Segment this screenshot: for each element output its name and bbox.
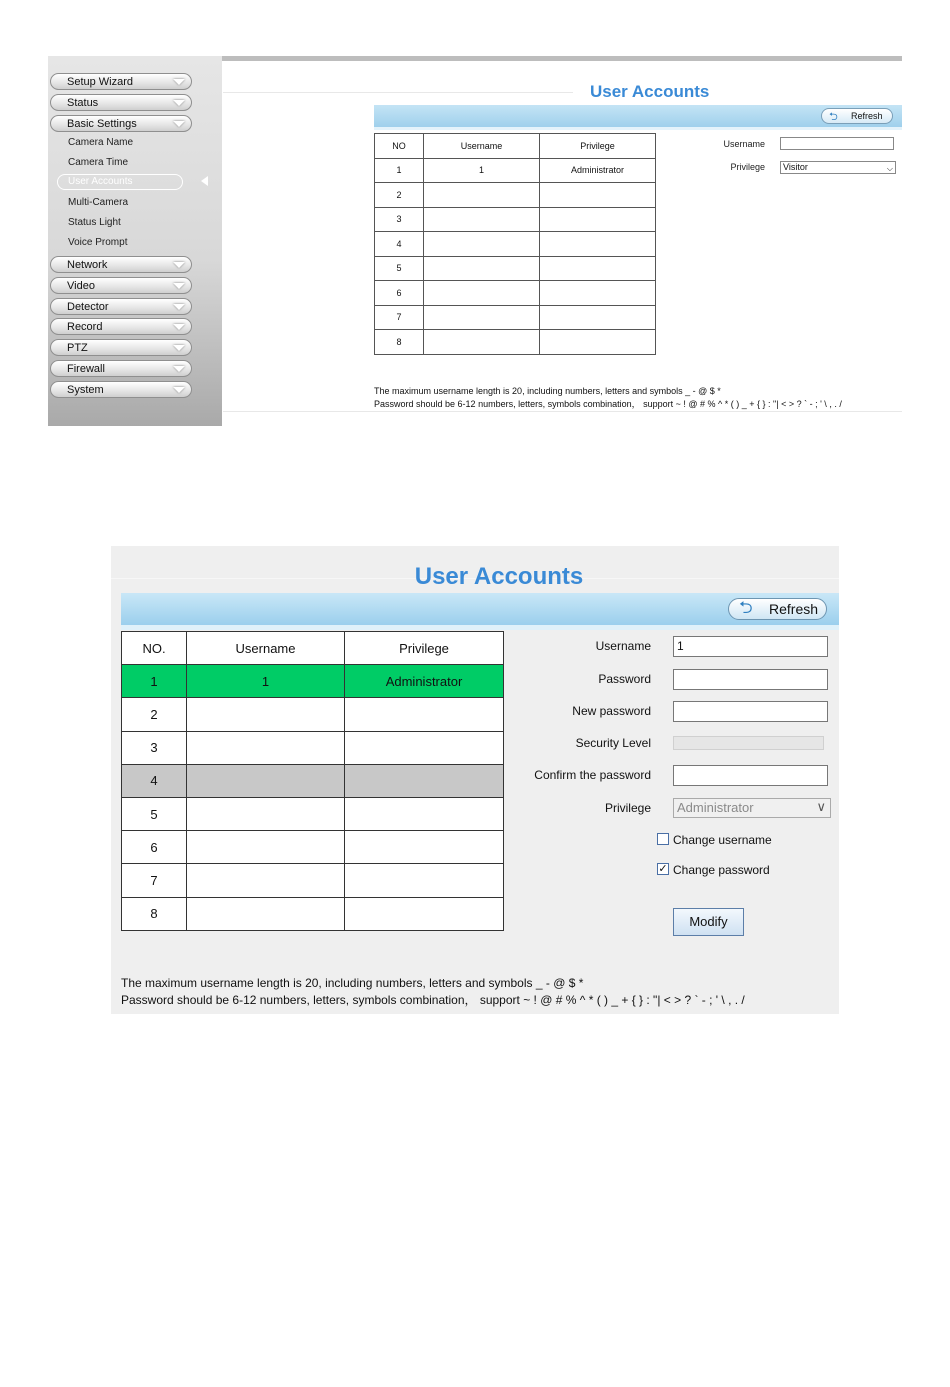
privilege-select-value: Administrator — [677, 800, 754, 815]
submenu-status-light[interactable]: Status Light — [68, 217, 121, 228]
cell-username — [187, 797, 345, 830]
refresh-button[interactable] — [728, 598, 827, 620]
cell-no: 1 — [375, 158, 424, 183]
security-level-meter — [673, 736, 824, 750]
chevron-down-icon — [173, 121, 185, 127]
privilege-select[interactable] — [673, 798, 831, 818]
cell-no: 4 — [375, 232, 424, 257]
table-header-row — [122, 632, 504, 665]
table-row[interactable] — [375, 305, 656, 330]
cell-no: 8 — [122, 897, 187, 930]
table-row[interactable] — [375, 158, 656, 183]
submenu-camera-name[interactable]: Camera Name — [68, 137, 134, 148]
table-row[interactable] — [122, 864, 504, 897]
menu-label: Video — [67, 280, 95, 292]
modify-button[interactable]: Modify — [673, 908, 744, 936]
submenu-camera-time[interactable]: Camera Time — [68, 157, 129, 168]
chevron-down-icon — [173, 262, 185, 268]
username-rule-note: The maximum username length is 20, including numbers, letters and symbols _ - @ $ * — [374, 386, 721, 396]
submenu-user-accounts[interactable]: User Accounts — [57, 174, 183, 190]
menu-label: Firewall — [67, 363, 105, 375]
table-row[interactable] — [375, 183, 656, 208]
table-row[interactable] — [375, 256, 656, 281]
cell-privilege — [540, 183, 656, 208]
cell-privilege: Administrator — [540, 158, 656, 183]
menu-label: Status — [67, 97, 99, 109]
cell-no: 4 — [122, 764, 187, 797]
cell-username: 1 — [187, 665, 345, 698]
header-username: Username — [187, 632, 345, 665]
cell-username — [187, 864, 345, 897]
header-no: NO. — [122, 632, 187, 665]
chevron-down-icon — [173, 387, 185, 393]
checkmark-icon: ✓ — [658, 863, 668, 875]
menu-setup-wizard[interactable] — [50, 73, 192, 90]
cell-no: 5 — [375, 256, 424, 281]
cell-no: 3 — [375, 207, 424, 232]
chevron-down-icon — [173, 79, 185, 85]
privilege-label: Privilege — [604, 801, 651, 815]
new-password-input[interactable] — [673, 701, 828, 722]
cell-username — [424, 256, 540, 281]
menu-status[interactable] — [50, 94, 192, 111]
confirm-password-input[interactable] — [673, 765, 828, 786]
title-divider — [223, 92, 573, 93]
cell-no: 6 — [375, 281, 424, 306]
cell-username — [424, 207, 540, 232]
cell-no: 7 — [122, 864, 187, 897]
toolbar-divider — [121, 625, 839, 630]
change-username-label: Change username — [673, 833, 772, 847]
cell-username — [187, 831, 345, 864]
password-label: Password — [598, 672, 651, 686]
change-username-checkbox[interactable] — [657, 833, 669, 845]
username-input[interactable] — [780, 137, 894, 150]
cell-privilege — [540, 305, 656, 330]
menu-video[interactable] — [50, 277, 192, 294]
change-password-checkbox[interactable] — [657, 863, 669, 875]
bottom-divider — [223, 411, 902, 412]
menu-firewall[interactable] — [50, 360, 192, 377]
cell-no: 7 — [375, 305, 424, 330]
menu-label: Network — [67, 259, 108, 271]
cell-username — [424, 232, 540, 257]
chevron-down-icon: ∨ — [816, 799, 826, 814]
table-row[interactable] — [122, 731, 504, 764]
cell-no: 2 — [122, 698, 187, 731]
cell-no: 2 — [375, 183, 424, 208]
cell-privilege — [345, 897, 504, 930]
refresh-icon: ⮌ — [829, 111, 838, 123]
chevron-down-icon — [173, 283, 185, 289]
table-row[interactable] — [122, 897, 504, 930]
menu-label: Record — [67, 321, 103, 333]
cell-privilege — [345, 831, 504, 864]
screenshot-1-camera-web-ui — [48, 56, 902, 426]
table-row[interactable] — [122, 831, 504, 864]
sidebar — [48, 56, 222, 426]
screenshot-2-user-accounts-edit — [111, 546, 839, 1014]
menu-detector[interactable] — [50, 298, 192, 315]
header-privilege: Privilege — [540, 134, 656, 159]
user-table — [374, 133, 656, 355]
refresh-label: Refresh — [851, 111, 883, 121]
password-rule-note: Password should be 6-12 numbers, letters, symbols combination， support ~ ! @ # % ^ * ( ) _ + { } : "| < > ? ` - ; ' \ , . / — [121, 993, 745, 1007]
chevron-down-icon: ⌵ — [886, 164, 893, 173]
new-password-label: New password — [572, 704, 651, 718]
user-table — [121, 631, 504, 931]
refresh-label: Refresh — [769, 601, 819, 617]
menu-label: Detector — [67, 301, 109, 313]
cell-username — [424, 305, 540, 330]
table-row[interactable] — [122, 698, 504, 731]
chevron-down-icon — [173, 304, 185, 310]
password-input[interactable] — [673, 669, 828, 690]
cell-username — [187, 897, 345, 930]
password-rule-note: Password should be 6-12 numbers, letters, symbols combination， support ~ ! @ # % ^ * ( ) _ + { } : "| < > ? ` - ; ' \ , . / — [374, 399, 842, 409]
cell-username — [424, 330, 540, 355]
toolbar-divider — [374, 127, 902, 130]
table-row-selected[interactable] — [122, 665, 504, 698]
cell-username — [424, 281, 540, 306]
cell-no: 8 — [375, 330, 424, 355]
table-row[interactable] — [375, 232, 656, 257]
cell-username — [187, 764, 345, 797]
privilege-select-value: Visitor — [783, 162, 808, 172]
cell-privilege — [540, 232, 656, 257]
cell-username: 1 — [424, 158, 540, 183]
top-border — [222, 56, 902, 61]
menu-ptz[interactable] — [50, 339, 192, 356]
cell-privilege — [540, 207, 656, 232]
header-no: NO — [375, 134, 424, 159]
cell-no: 6 — [122, 831, 187, 864]
username-rule-note: The maximum username length is 20, including numbers, letters and symbols _ - @ $ * — [121, 976, 584, 990]
security-level-label: Security Level — [575, 736, 651, 750]
chevron-down-icon — [173, 345, 185, 351]
menu-label: Setup Wizard — [67, 76, 134, 88]
page-title: User Accounts — [414, 563, 584, 590]
change-password-label: Change password — [673, 863, 770, 877]
submenu-multi-camera[interactable]: Multi-Camera — [68, 197, 129, 208]
page-title: User Accounts — [590, 82, 710, 101]
menu-label: PTZ — [67, 342, 88, 354]
menu-label: System — [67, 384, 104, 396]
cell-privilege — [540, 281, 656, 306]
cell-privilege — [345, 864, 504, 897]
cell-username — [424, 183, 540, 208]
username-label: Username — [595, 639, 651, 653]
header-privilege: Privilege — [345, 632, 504, 665]
cell-no: 1 — [122, 665, 187, 698]
cell-username — [187, 698, 345, 731]
menu-record[interactable] — [50, 318, 192, 335]
table-row[interactable] — [122, 797, 504, 830]
menu-network[interactable] — [50, 256, 192, 273]
cell-privilege: Administrator — [345, 665, 504, 698]
cell-username — [187, 731, 345, 764]
menu-system[interactable] — [50, 381, 192, 398]
confirm-password-label: Confirm the password — [534, 768, 651, 782]
active-caret-icon — [201, 176, 208, 186]
table-row[interactable] — [375, 207, 656, 232]
submenu-voice-prompt[interactable]: Voice Prompt — [68, 237, 128, 248]
table-row[interactable] — [375, 281, 656, 306]
menu-label: Basic Settings — [67, 118, 137, 130]
table-row-hovered[interactable] — [122, 764, 504, 797]
refresh-button[interactable] — [821, 108, 893, 124]
privilege-select[interactable] — [780, 161, 896, 174]
cell-no: 5 — [122, 797, 187, 830]
cell-no: 3 — [122, 731, 187, 764]
chevron-down-icon — [173, 366, 185, 372]
cell-privilege — [540, 330, 656, 355]
cell-privilege — [540, 256, 656, 281]
refresh-icon: ⮌ — [739, 598, 753, 617]
username-input[interactable]: 1 — [673, 636, 828, 657]
menu-basic-settings[interactable] — [50, 115, 192, 132]
header-username: Username — [424, 134, 540, 159]
table-row[interactable] — [375, 330, 656, 355]
username-label: Username — [723, 139, 765, 149]
chevron-down-icon — [173, 324, 185, 330]
chevron-down-icon — [173, 100, 185, 106]
privilege-label: Privilege — [730, 162, 765, 172]
table-header-row — [375, 134, 656, 159]
